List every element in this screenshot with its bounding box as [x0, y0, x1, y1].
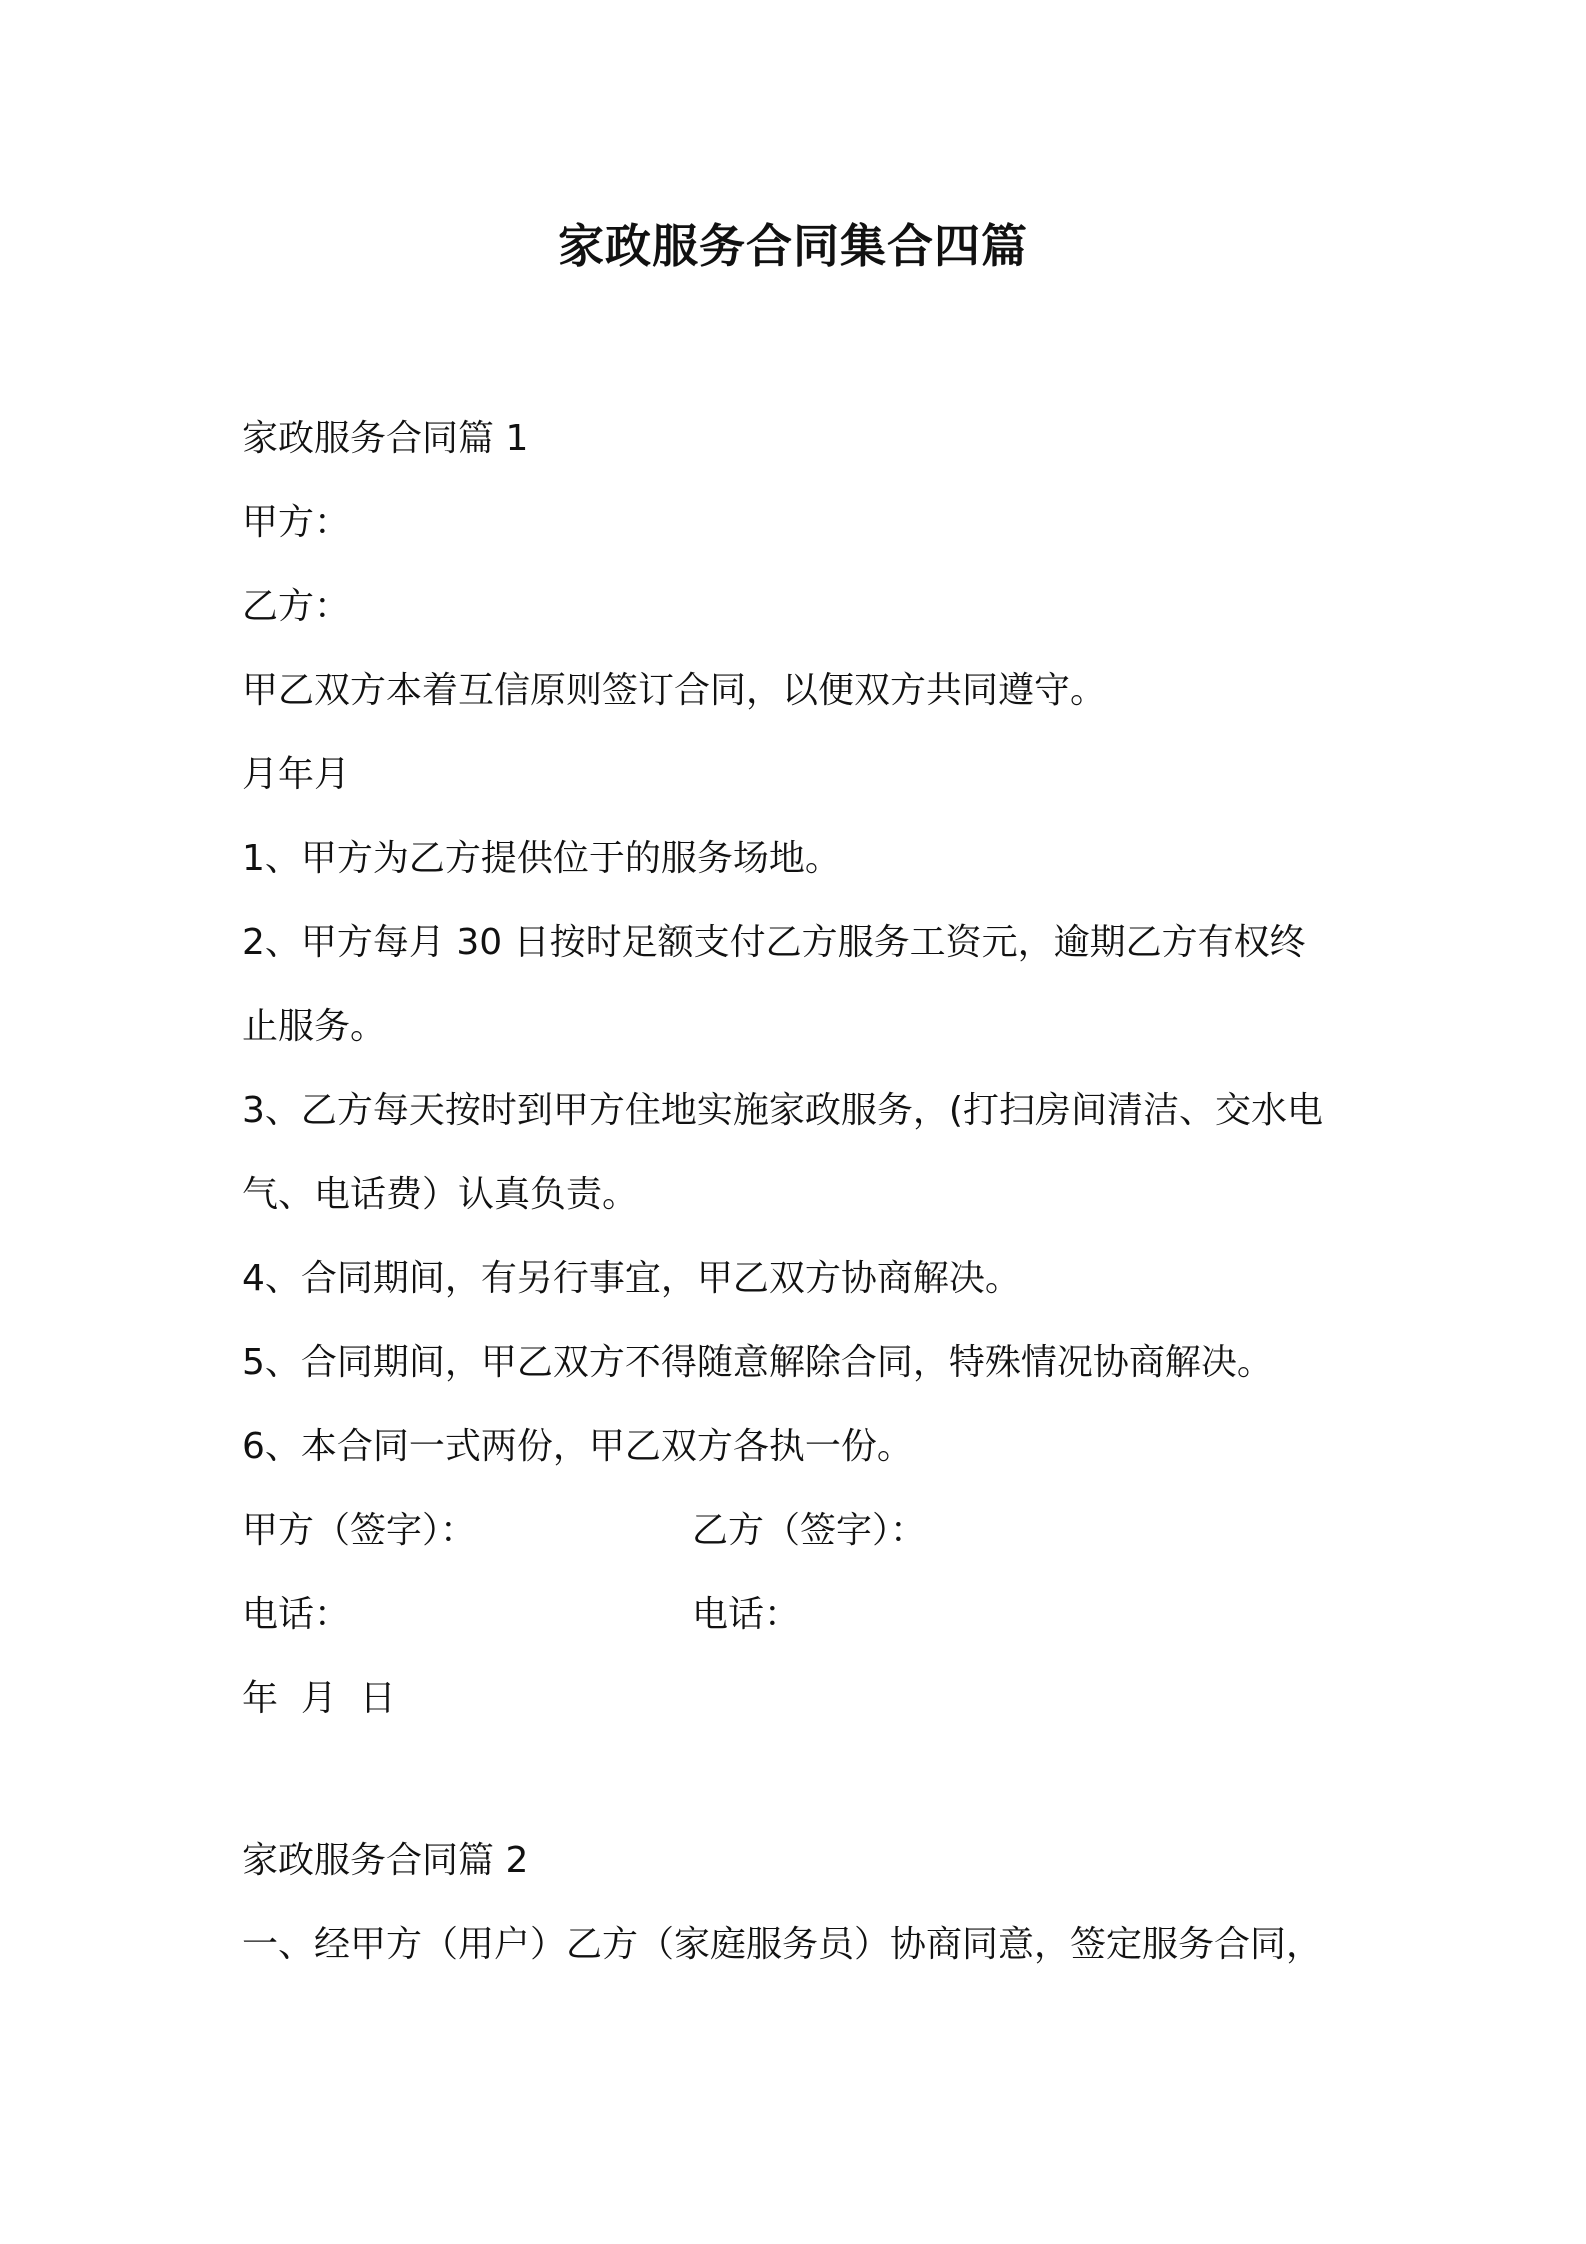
clause-3-line-1: 3、乙方每天按时到甲方住地实施家政服务，(打扫房间清洁、交水电: [242, 1090, 1323, 1131]
clause-1: 1、甲方为乙方提供位于的服务场地。: [242, 838, 841, 879]
sign-date: 年 月 日: [242, 1678, 396, 1719]
section-2-clause-1: 一、经甲方（用户）乙方（家庭服务员）协商同意，签定服务合同，: [242, 1924, 1323, 1965]
clause-2-line-2: 止服务。: [242, 1006, 387, 1047]
section-heading-1: 家政服务合同篇 1: [242, 418, 529, 459]
signature-row: [242, 1507, 927, 1555]
clause-3-line-2: 气、电话费）认真负责。: [242, 1174, 639, 1215]
phone-party-b: 电话：: [692, 1594, 801, 1635]
clause-4: 4、合同期间，有另行事宜，甲乙双方协商解决。: [242, 1258, 1021, 1299]
phone-row: [242, 1591, 801, 1639]
signature-party-b: 乙方（签字）：: [692, 1510, 927, 1551]
signature-party-a: 甲方（签字）：: [242, 1510, 477, 1551]
party-a-label: 甲方：: [242, 502, 351, 543]
clause-2-line-1: 2、甲方每月 30 日按时足额支付乙方服务工资元，逾期乙方有权终: [242, 922, 1306, 963]
clause-5: 5、合同期间，甲乙双方不得随意解除合同，特殊情况协商解决。: [242, 1342, 1273, 1383]
party-b-label: 乙方：: [242, 586, 351, 627]
intro-paragraph: 甲乙双方本着互信原则签订合同，以便双方共同遵守。: [242, 670, 1107, 711]
phone-party-a: 电话：: [242, 1594, 351, 1635]
section-heading-2: 家政服务合同篇 2: [242, 1840, 529, 1881]
date-line: 月年月: [242, 754, 351, 795]
document-title: 家政服务合同集合四篇: [558, 219, 1028, 273]
clause-6: 6、本合同一式两份，甲乙双方各执一份。: [242, 1426, 913, 1467]
